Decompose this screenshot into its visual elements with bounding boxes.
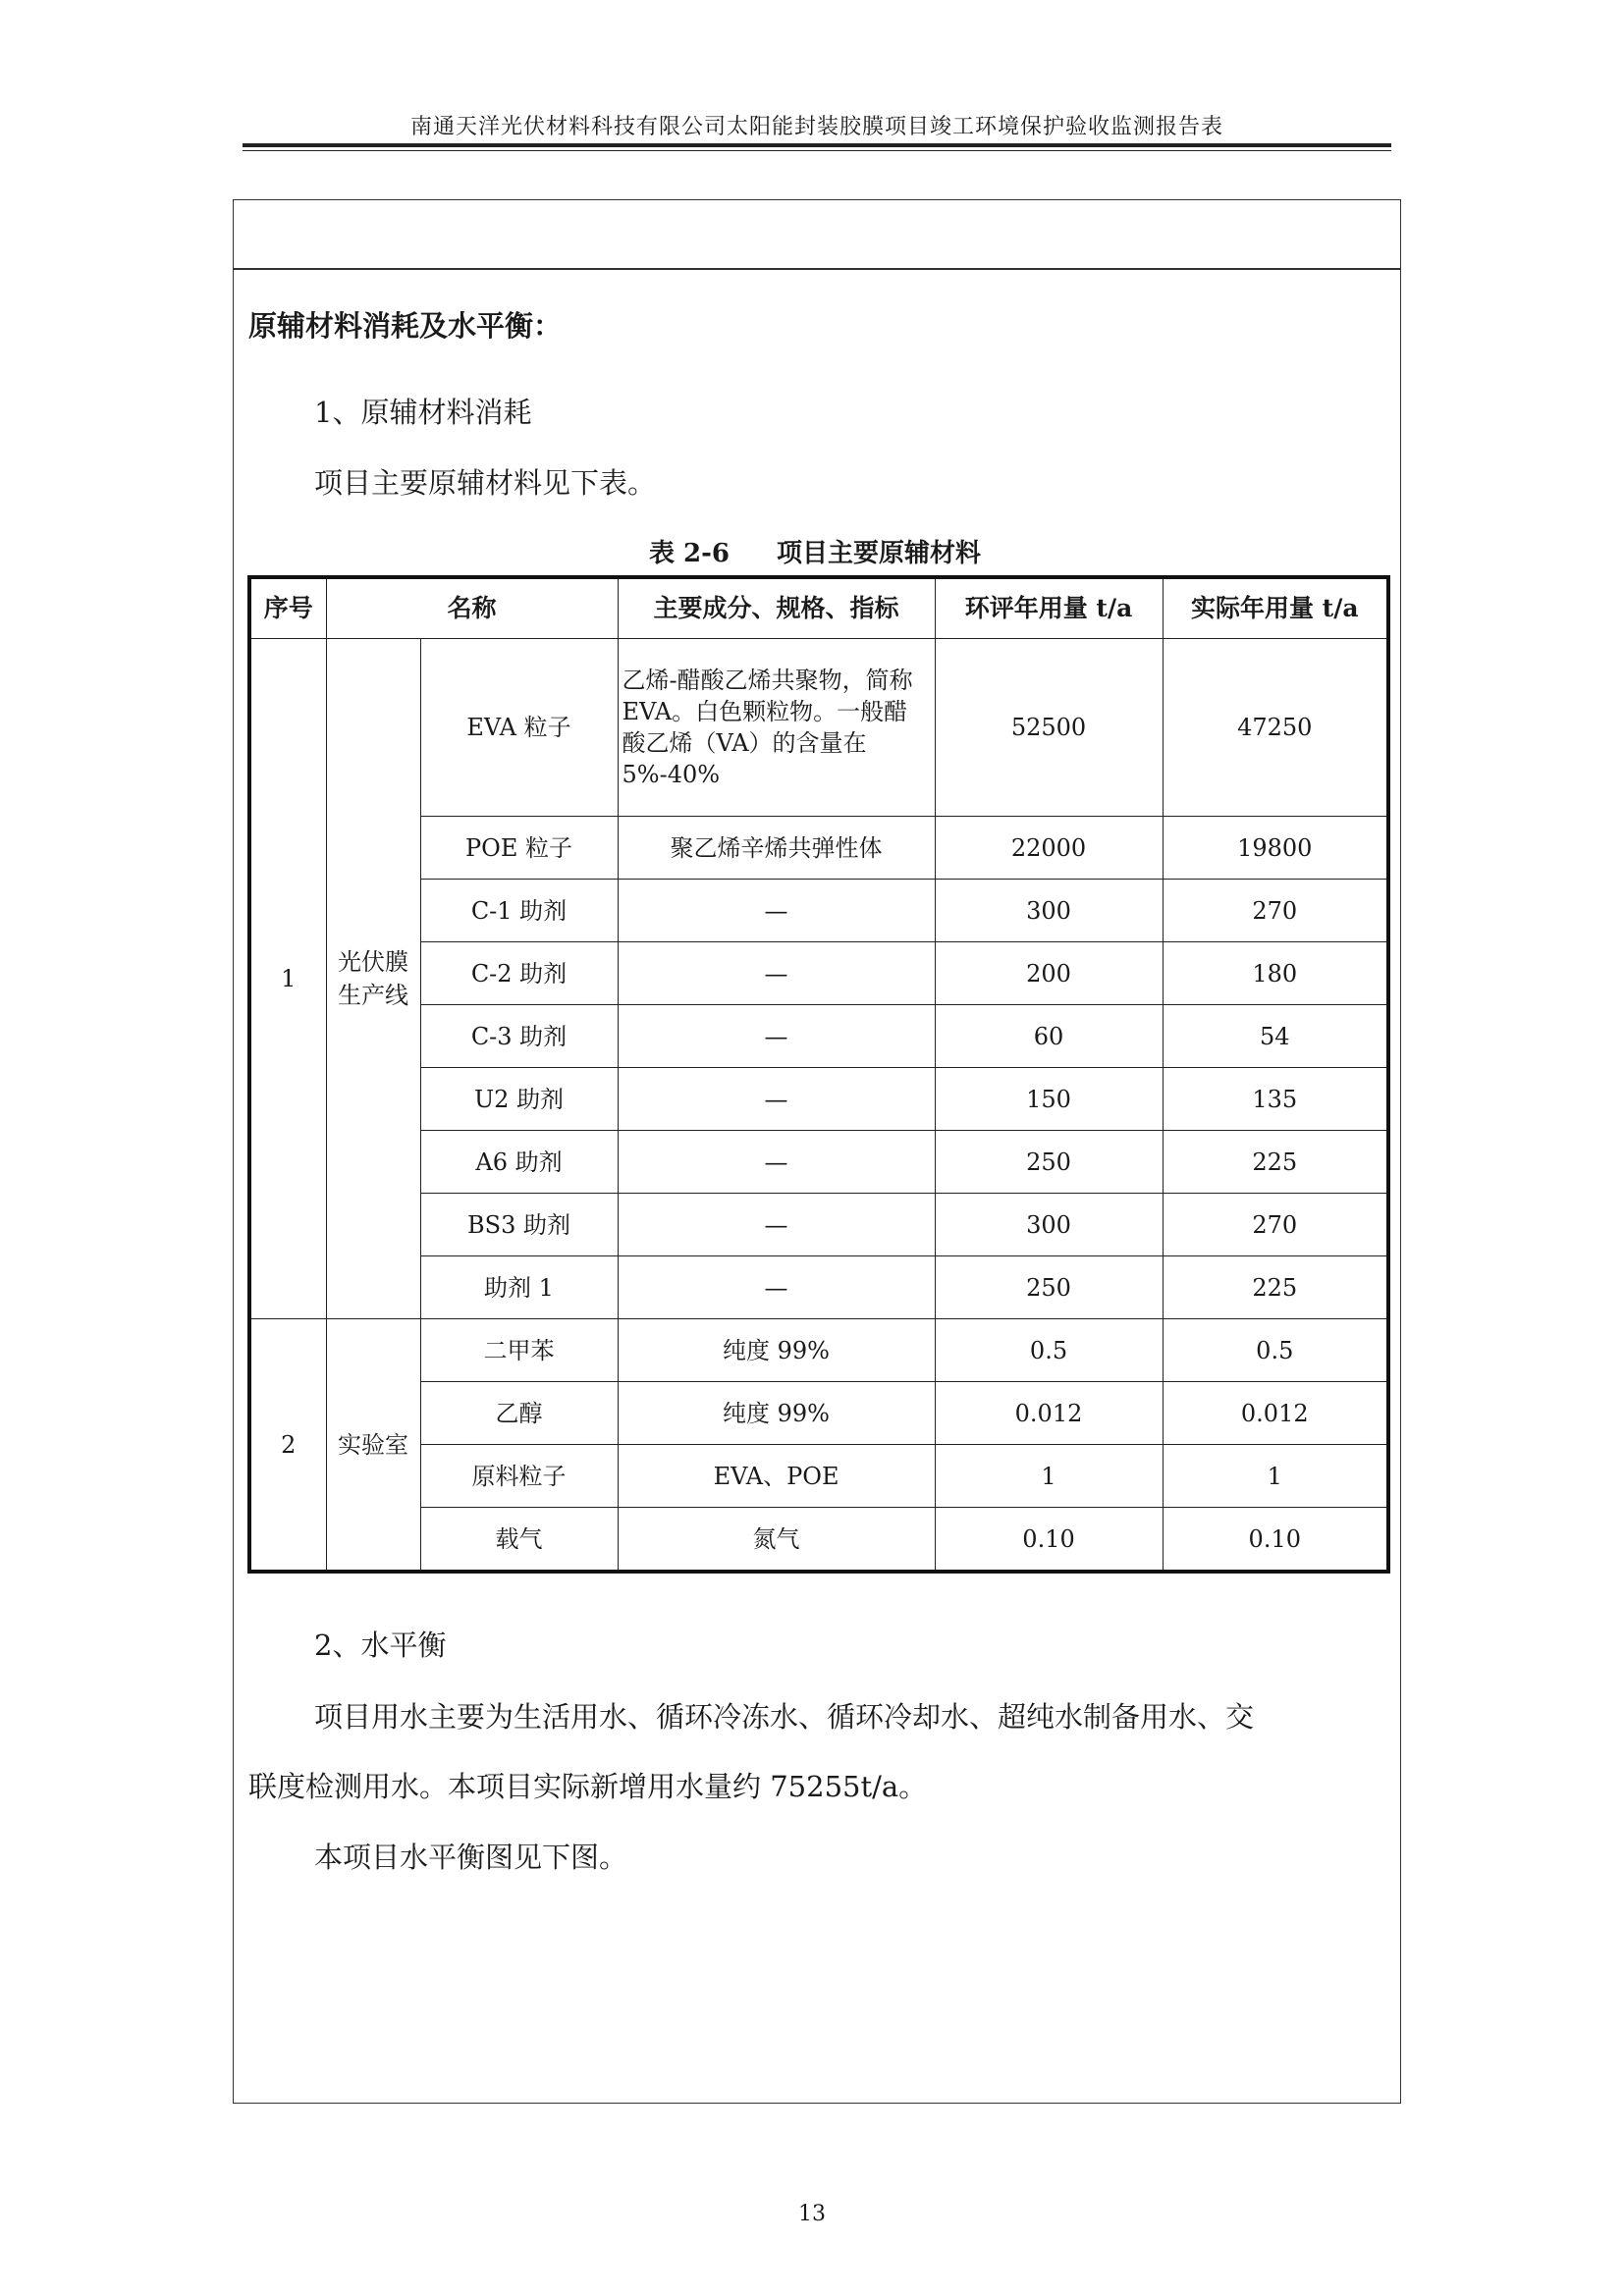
material-name: 二甲苯 <box>420 1319 618 1382</box>
water-paragraph-line2: 联度检测用水。本项目实际新增用水量约 75255t/a。 <box>248 1770 928 1803</box>
table-row <box>249 1508 1388 1573</box>
table-row <box>249 1068 1388 1131</box>
material-actual-amount: 47250 <box>1163 639 1388 817</box>
material-eia-amount: 0.012 <box>935 1382 1163 1445</box>
material-eia-amount: 250 <box>935 1256 1163 1319</box>
table-row <box>249 817 1388 880</box>
material-name: U2 助剂 <box>420 1068 618 1131</box>
material-eia-amount: 150 <box>935 1068 1163 1131</box>
material-spec: — <box>618 1131 935 1194</box>
material-spec: — <box>618 942 935 1005</box>
material-eia-amount: 0.10 <box>935 1508 1163 1573</box>
material-name: 原料粒子 <box>420 1445 618 1508</box>
material-spec: — <box>618 1194 935 1256</box>
table-row <box>249 942 1388 1005</box>
header-rule-thin <box>243 150 1391 151</box>
material-actual-amount: 1 <box>1163 1445 1388 1508</box>
document-header: 南通天洋光伏材料科技有限公司太阳能封装胶膜项目竣工环境保护验收监测报告表 <box>409 115 1223 139</box>
table-caption <box>245 533 1384 569</box>
material-actual-amount: 0.012 <box>1163 1382 1388 1445</box>
material-name: BS3 助剂 <box>420 1194 618 1256</box>
material-actual-amount: 225 <box>1163 1256 1388 1319</box>
material-spec: 聚乙烯辛烯共弹性体 <box>618 817 935 880</box>
material-eia-amount: 0.5 <box>935 1319 1163 1382</box>
material-actual-amount: 54 <box>1163 1005 1388 1068</box>
water-diagram-note: 本项目水平衡图见下图。 <box>314 1841 628 1874</box>
material-actual-amount: 180 <box>1163 942 1388 1005</box>
table-row <box>249 1131 1388 1194</box>
material-spec: 乙烯-醋酸乙烯共聚物，简称 EVA。白色颗粒物。一般醋酸乙烯（VA）的含量在 5%-40% <box>618 639 935 817</box>
materials-table <box>247 575 1390 1574</box>
material-actual-amount: 225 <box>1163 1131 1388 1194</box>
material-actual-amount: 0.10 <box>1163 1508 1388 1573</box>
material-eia-amount: 300 <box>935 1194 1163 1256</box>
material-name: 乙醇 <box>420 1382 618 1445</box>
col-header-seq: 序号 <box>249 577 326 639</box>
material-actual-amount: 135 <box>1163 1068 1388 1131</box>
material-spec: 纯度 99% <box>618 1319 935 1382</box>
materials-intro: 项目主要原辅材料见下表。 <box>314 466 657 500</box>
material-name: EVA 粒子 <box>420 639 618 817</box>
table-row <box>249 1445 1388 1508</box>
group-line-name: 光伏膜生产线 <box>326 639 420 1319</box>
frame-divider <box>233 268 1401 270</box>
group-seq: 2 <box>249 1319 326 1573</box>
material-name: C-2 助剂 <box>420 942 618 1005</box>
col-header-name: 名称 <box>326 577 618 639</box>
table-row <box>249 1319 1388 1382</box>
material-spec: — <box>618 880 935 942</box>
material-eia-amount: 200 <box>935 942 1163 1005</box>
material-name: POE 粒子 <box>420 817 618 880</box>
group-line-name: 实验室 <box>326 1319 420 1573</box>
material-actual-amount: 270 <box>1163 880 1388 942</box>
subsection-materials-title: 1、原辅材料消耗 <box>314 396 532 429</box>
table-row <box>249 880 1388 942</box>
table-caption-title: 项目主要原辅材料 <box>777 539 982 568</box>
table-row <box>249 639 1388 817</box>
material-name: C-3 助剂 <box>420 1005 618 1068</box>
subsection-water-balance-title: 2、水平衡 <box>314 1629 447 1662</box>
group-seq: 1 <box>249 639 326 1319</box>
material-name: 载气 <box>420 1508 618 1573</box>
col-header-actual: 实际年用量 t/a <box>1163 577 1388 639</box>
material-name: A6 助剂 <box>420 1131 618 1194</box>
col-header-spec: 主要成分、规格、指标 <box>618 577 935 639</box>
col-header-eia: 环评年用量 t/a <box>935 577 1163 639</box>
material-actual-amount: 19800 <box>1163 817 1388 880</box>
section-title: 原辅材料消耗及水平衡： <box>248 309 563 343</box>
material-name: 助剂 1 <box>420 1256 618 1319</box>
table-row <box>249 1256 1388 1319</box>
material-spec: — <box>618 1068 935 1131</box>
table-header-row <box>249 577 1388 639</box>
header-rule-thick <box>243 143 1391 147</box>
table-row <box>249 1382 1388 1445</box>
material-eia-amount: 250 <box>935 1131 1163 1194</box>
material-eia-amount: 22000 <box>935 817 1163 880</box>
table-row <box>249 1005 1388 1068</box>
material-actual-amount: 270 <box>1163 1194 1388 1256</box>
material-eia-amount: 300 <box>935 880 1163 942</box>
material-eia-amount: 52500 <box>935 639 1163 817</box>
table-row <box>249 1194 1388 1256</box>
material-name: C-1 助剂 <box>420 880 618 942</box>
material-spec: 纯度 99% <box>618 1382 935 1445</box>
material-spec: — <box>618 1256 935 1319</box>
material-actual-amount: 0.5 <box>1163 1319 1388 1382</box>
material-spec: — <box>618 1005 935 1068</box>
water-paragraph-line1: 项目用水主要为生活用水、循环冷冻水、循环冷却水、超纯水制备用水、交 <box>314 1700 1255 1734</box>
page-number: 13 <box>798 2202 826 2226</box>
material-spec: 氮气 <box>618 1508 935 1573</box>
material-eia-amount: 1 <box>935 1445 1163 1508</box>
table-caption-number: 表 2-6 <box>648 539 730 568</box>
material-spec: EVA、POE <box>618 1445 935 1508</box>
material-eia-amount: 60 <box>935 1005 1163 1068</box>
